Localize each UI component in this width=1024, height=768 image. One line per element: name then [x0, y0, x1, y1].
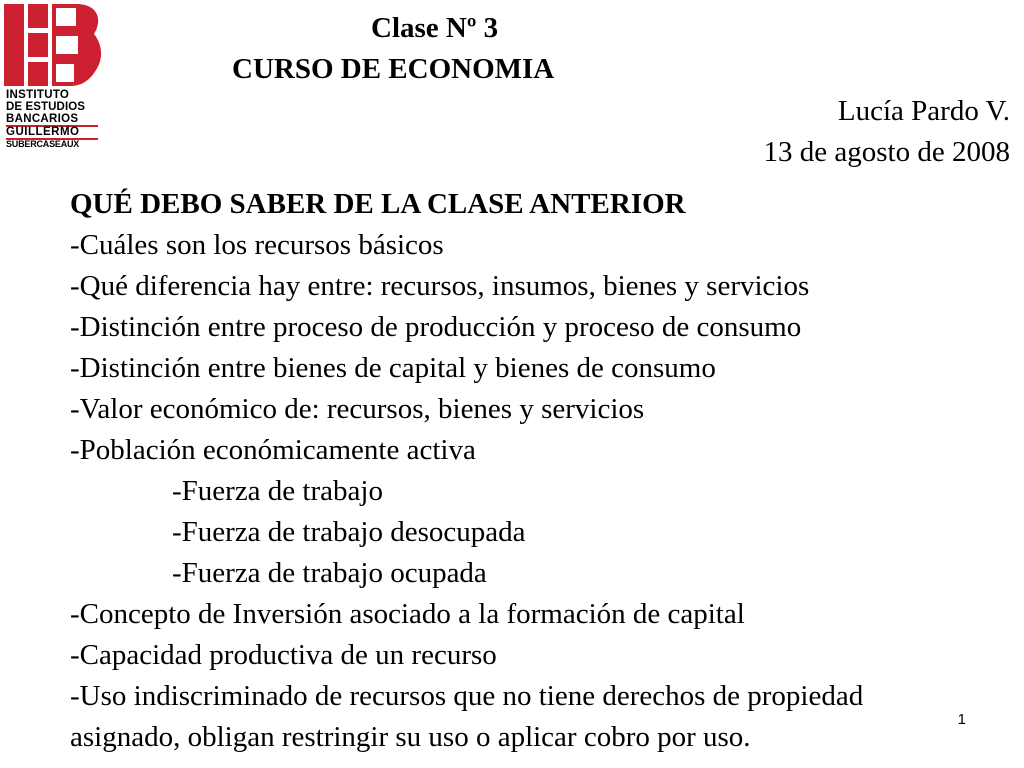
logo-text-line-3: BANCARIOS	[6, 113, 79, 125]
sub-list-item: -Fuerza de trabajo ocupada	[172, 557, 487, 589]
class-number-title: Clase Nº 3	[371, 12, 499, 44]
sub-list-item: -Fuerza de trabajo desocupada	[172, 516, 526, 548]
logo-text-line-4: GUILLERMO	[6, 126, 80, 138]
wrapped-line-1: -Uso indiscriminado de recursos que no tiene derechos de propiedad	[70, 680, 864, 712]
lecture-date: 13 de agosto de 2008	[763, 136, 1010, 168]
logo-text-line-2: DE ESTUDIOS	[6, 101, 86, 113]
content-list	[70, 184, 1018, 758]
list-item: -Población económicamente activa	[70, 434, 476, 466]
page-number: 1	[957, 711, 966, 728]
ieb-building-logo-icon	[4, 4, 104, 86]
section-heading: QUÉ DEBO SABER DE LA CLASE ANTERIOR	[70, 188, 686, 220]
sub-list-item: -Fuerza de trabajo	[172, 475, 383, 507]
logo-text-line-5: SUBERCASEAUX	[6, 139, 80, 149]
course-title: CURSO DE ECONOMIA	[232, 53, 555, 85]
institute-logo	[4, 4, 104, 154]
list-item: -Concepto de Inversión asociado a la formación de capital	[70, 598, 745, 630]
list-item: -Capacidad productiva de un recurso	[70, 639, 497, 671]
list-item: -Cuáles son los recursos básicos	[70, 229, 444, 261]
list-item: -Distinción entre proceso de producción y proceso de consumo	[70, 311, 802, 343]
logo-text-line-1: INSTITUTO	[6, 89, 70, 101]
list-item: -Distinción entre bienes de capital y bienes de consumo	[70, 352, 716, 384]
wrapped-line-2: asignado, obligan restringir su uso o aplicar cobro por uso.	[70, 721, 751, 753]
list-item: -Valor económico de: recursos, bienes y servicios	[70, 393, 645, 425]
list-item: -Qué diferencia hay entre: recursos, insumos, bienes y servicios	[70, 270, 810, 302]
author-name: Lucía Pardo V.	[837, 95, 1010, 127]
list-item-wrapped	[70, 676, 1018, 758]
